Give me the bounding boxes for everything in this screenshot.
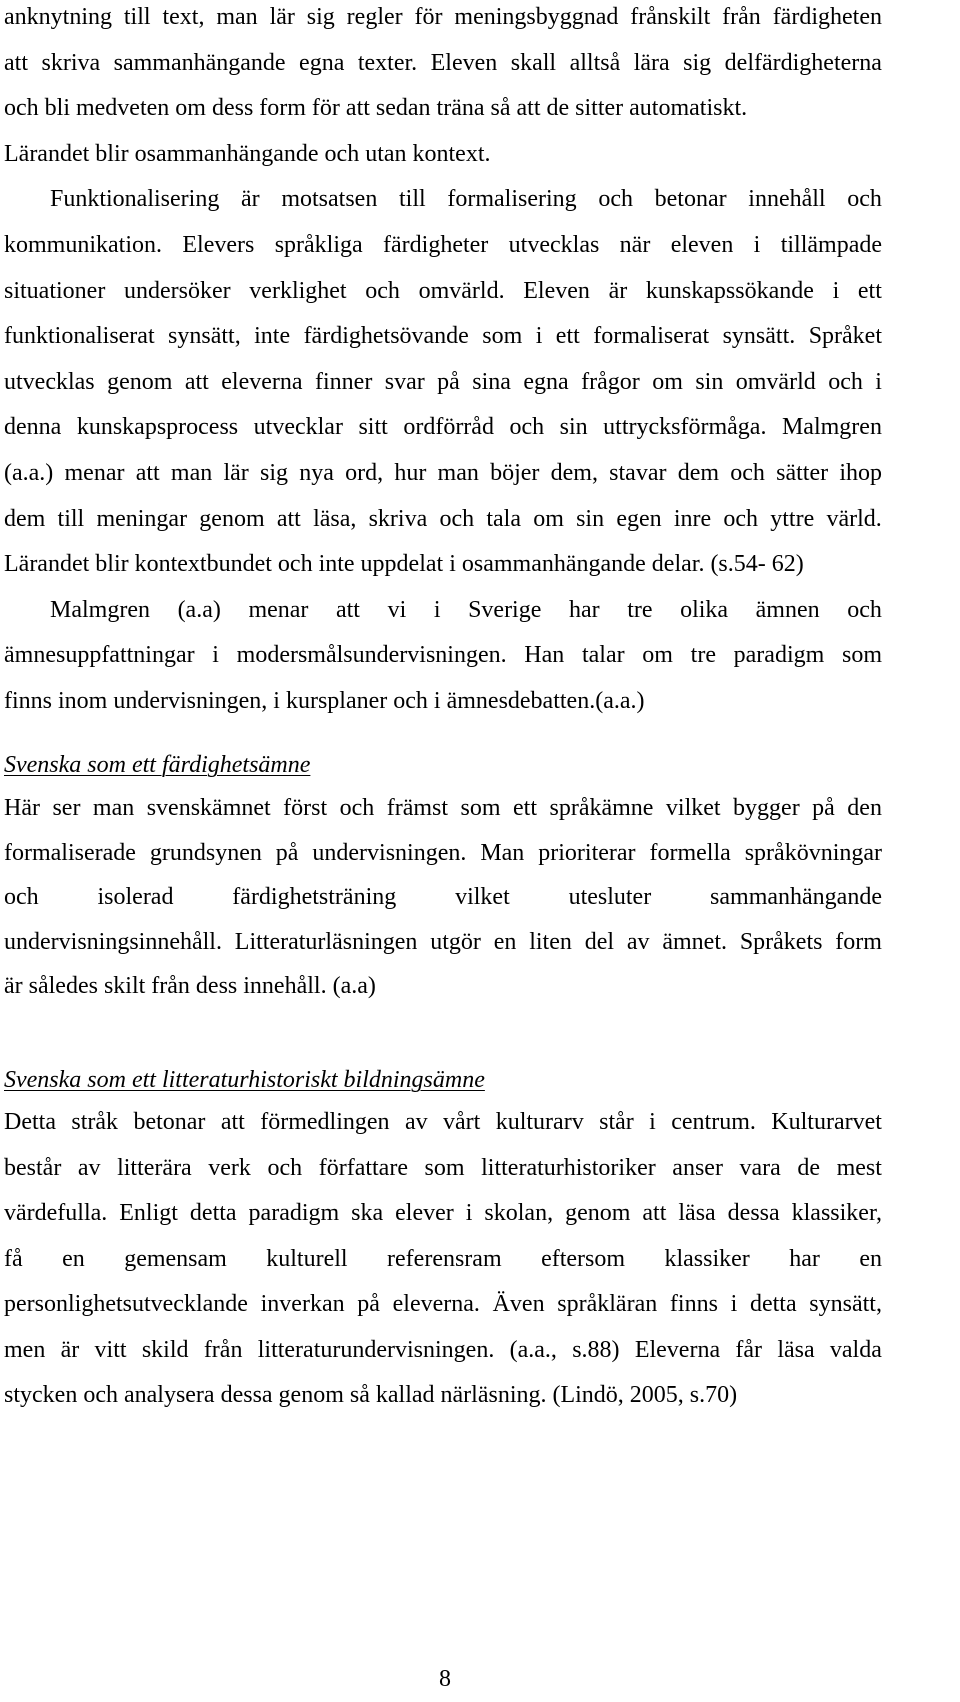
word: undervisningen. <box>312 839 467 866</box>
word: egna <box>299 49 345 76</box>
word: som <box>482 323 523 350</box>
word: stråk <box>71 1109 119 1135</box>
word: formalisering <box>447 186 577 213</box>
page-number: 8 <box>439 1666 451 1692</box>
word: från <box>722 4 761 30</box>
word: eleven <box>670 232 734 258</box>
word: litteraturundervisningen. <box>257 1336 495 1363</box>
word: på <box>437 368 460 395</box>
word: referensram <box>387 1245 502 1272</box>
word: gemensam <box>124 1245 227 1272</box>
word: sig <box>306 4 335 30</box>
word: utesluter <box>568 884 652 910</box>
line-text: stycken och analysera dessa genom så kallad närläsning. (Lindö, 2005, s.70) <box>4 1382 738 1408</box>
word: läsa <box>678 1200 716 1226</box>
word: färdighetsövande <box>303 323 469 350</box>
word: i <box>649 1109 656 1135</box>
word: ska <box>351 1200 384 1226</box>
word: verk <box>208 1154 251 1181</box>
word: man <box>170 460 213 486</box>
word: delfärdigheterna <box>724 49 882 76</box>
word: ett <box>513 795 538 821</box>
word: inverkan <box>260 1291 345 1317</box>
word: sig <box>683 49 712 76</box>
text-line <box>4 40 882 86</box>
word: består <box>4 1154 62 1181</box>
word: böjer <box>490 460 540 486</box>
word: anknytning <box>4 4 112 30</box>
word: (a.a.) <box>4 460 54 486</box>
word: inre <box>673 505 712 532</box>
word: som <box>841 642 882 669</box>
line-text: är således skilt från dess innehåll. (a.a) <box>4 973 376 999</box>
word: man <box>92 795 135 821</box>
word: är <box>608 277 628 304</box>
word: få <box>4 1245 23 1272</box>
word: vilket <box>665 795 721 821</box>
word: sammanhängande <box>710 884 882 910</box>
word: prioriterar <box>538 839 636 866</box>
word: stavar <box>609 460 667 486</box>
word: lära <box>633 49 670 76</box>
word: betonar <box>133 1109 206 1135</box>
word: klassiker, <box>791 1200 882 1226</box>
word: på <box>812 795 835 821</box>
word: av <box>77 1154 101 1181</box>
word: s.88) <box>572 1336 620 1363</box>
word: värld. <box>826 505 882 532</box>
word: ämnesuppfattningar <box>4 642 195 669</box>
line-text: Lärandet blir kontextbundet och inte uppdelat i osammanhängande delar. (s.54- 62) <box>4 551 804 578</box>
word: man <box>216 4 258 30</box>
line-text: Lärandet blir osammanhängande och utan kontext. <box>4 140 491 167</box>
word: inte <box>254 323 291 350</box>
word: får <box>735 1336 763 1363</box>
word: i <box>832 277 840 304</box>
text-line <box>4 1236 882 1282</box>
word: och <box>723 505 759 532</box>
word: man <box>437 460 479 486</box>
word: genom <box>107 368 173 395</box>
word: hur <box>394 460 427 486</box>
word: genom <box>565 1200 631 1226</box>
word: menar <box>248 596 309 623</box>
word: formaliserat <box>593 323 710 350</box>
word: om <box>642 642 673 669</box>
text-line <box>50 587 882 633</box>
word: Man <box>480 839 525 866</box>
word: färdigheter <box>383 232 489 258</box>
word: dem <box>677 460 720 486</box>
word: Han <box>524 642 565 669</box>
word: Språket <box>808 323 882 350</box>
word: för <box>414 4 443 30</box>
word: ihop <box>839 460 882 486</box>
word: ett <box>555 323 580 350</box>
word: till <box>399 186 426 213</box>
word: paradigm <box>733 642 825 669</box>
word: har <box>568 596 600 623</box>
word: är <box>60 1336 80 1363</box>
text-line <box>4 313 882 359</box>
word: tala <box>486 505 521 532</box>
word: och <box>730 460 765 486</box>
word: kulturell <box>266 1245 348 1272</box>
word: och <box>598 186 633 213</box>
word: ett <box>857 277 882 304</box>
word: står <box>599 1109 634 1135</box>
word: språkläran <box>557 1291 658 1317</box>
text-line <box>4 1281 882 1327</box>
word: som <box>424 1154 465 1181</box>
word: färdighetsträning <box>232 884 397 910</box>
word: av <box>626 928 650 955</box>
text-line <box>4 874 882 920</box>
word: olika <box>680 596 729 623</box>
word: kunskapsprocess <box>76 414 239 441</box>
word: förmedlingen <box>260 1109 390 1135</box>
word: isolerad <box>97 884 174 910</box>
word: läsa <box>777 1336 815 1363</box>
word: lär <box>269 4 295 30</box>
word: omvärld <box>735 368 816 395</box>
word: av <box>404 1109 428 1135</box>
word: kulturarv <box>495 1109 584 1135</box>
word: den <box>847 795 882 821</box>
text-line <box>4 85 882 131</box>
word: i <box>465 1200 473 1226</box>
word: om <box>652 368 683 395</box>
word: i <box>753 232 761 258</box>
word: betonar <box>654 186 727 213</box>
word: denna <box>4 414 62 441</box>
word: Funktionalisering <box>50 186 220 213</box>
word: sin <box>576 505 605 532</box>
word: sin <box>559 414 588 441</box>
word: i <box>730 1291 738 1317</box>
word: centrum. <box>671 1109 756 1135</box>
text-line <box>4 131 882 177</box>
word: detta <box>189 1200 237 1226</box>
word: skall <box>510 49 557 76</box>
word: anser <box>672 1154 723 1181</box>
word: i <box>535 323 543 350</box>
word: främst <box>386 795 449 821</box>
word: på <box>275 839 299 866</box>
word: Även <box>492 1291 545 1317</box>
word: språkämne <box>549 795 654 821</box>
word: en <box>62 1245 85 1272</box>
word: sina <box>472 368 511 395</box>
text-line <box>4 268 882 314</box>
word: på <box>357 1291 380 1317</box>
word: Eleven <box>430 49 498 76</box>
word: att <box>220 1109 245 1135</box>
word: situationer <box>4 277 106 304</box>
word: frågor <box>581 368 640 395</box>
text-line <box>4 1372 882 1418</box>
word: färdigheten <box>772 4 882 30</box>
text-line <box>50 176 882 222</box>
word: innehåll <box>748 186 826 213</box>
word: att <box>135 460 160 486</box>
word: som <box>460 795 501 821</box>
word: språkövningar <box>744 839 882 866</box>
text-line <box>4 830 882 876</box>
word: utvecklar <box>253 414 343 441</box>
word: i <box>875 368 882 395</box>
word: de <box>797 1154 821 1181</box>
word: synsätt. <box>722 323 796 350</box>
word: funktionaliserat <box>4 323 155 350</box>
word: Språkets <box>739 928 823 955</box>
word: text, <box>162 4 205 30</box>
word: litteraturhistoriker <box>481 1154 656 1181</box>
word: vi <box>387 596 407 623</box>
word: svar <box>384 368 425 395</box>
word: eftersom <box>541 1245 626 1272</box>
word: egna <box>523 368 569 395</box>
word: skild <box>141 1336 189 1363</box>
word: att <box>276 505 301 532</box>
word: ord, <box>345 460 384 486</box>
word: formaliserade <box>4 839 136 866</box>
word: att <box>335 596 360 623</box>
text-line <box>4 678 882 724</box>
word: men <box>4 1336 46 1363</box>
word: svenskämnet <box>146 795 271 821</box>
word: litterära <box>117 1154 192 1181</box>
text-line <box>4 1099 882 1145</box>
word: elever <box>395 1200 454 1226</box>
word: undervisningsinnehåll. <box>4 928 222 955</box>
word: (a.a., <box>509 1336 557 1363</box>
word: ämnen <box>755 596 820 623</box>
word: kunskapssökande <box>645 277 814 304</box>
word: lär <box>223 460 249 486</box>
word: vara <box>739 1154 781 1181</box>
word: kommunikation. <box>4 232 162 258</box>
word: liten <box>529 928 572 955</box>
word: skolan, <box>484 1200 554 1226</box>
word: och <box>439 505 475 532</box>
word: till <box>123 4 151 30</box>
text-line <box>4 963 882 1009</box>
word: Här <box>4 795 40 821</box>
text-line <box>4 1145 882 1191</box>
word: regler <box>346 4 403 30</box>
word: Enligt <box>119 1200 178 1226</box>
word: tre <box>627 596 653 623</box>
word: när <box>619 232 651 258</box>
word: och <box>847 186 882 213</box>
word: och <box>828 368 863 395</box>
word: finns <box>669 1291 718 1317</box>
word: Malmgren <box>781 414 882 441</box>
word: tre <box>690 642 716 669</box>
word: menar <box>64 460 125 486</box>
word: ordförråd <box>403 414 494 441</box>
word: detta <box>749 1291 797 1317</box>
word: först <box>283 795 328 821</box>
text-line <box>4 632 882 678</box>
word: sig <box>260 460 289 486</box>
word: en <box>859 1245 882 1272</box>
word: ämnet. <box>662 928 727 955</box>
word: undersöker <box>123 277 231 304</box>
word: skriva <box>368 505 428 532</box>
word: i <box>212 642 219 669</box>
word: och <box>267 1154 303 1181</box>
line-text: och bli medveten om dess form för att sedan träna så att de sitter automatiskt. <box>4 95 748 122</box>
word: värdefulla. <box>4 1200 108 1226</box>
word: verklighet <box>249 277 347 304</box>
word: synsätt, <box>809 1291 882 1317</box>
word: om <box>533 505 564 532</box>
word: Eleven <box>523 277 590 304</box>
word: och <box>847 596 882 623</box>
word: Eleverna <box>634 1336 721 1363</box>
word: klassiker <box>664 1245 750 1272</box>
word: meningar <box>96 505 188 532</box>
word: (a.a) <box>177 596 221 623</box>
word: Sverige <box>468 596 542 623</box>
text-line <box>4 1190 882 1236</box>
word: synsätt, <box>168 323 241 350</box>
word: utvecklas <box>4 368 95 395</box>
word: Litteraturläsningen <box>234 928 418 955</box>
word: bygger <box>733 795 800 821</box>
line-text: finns inom undervisningen, i kursplaner och i ämnesdebatten.(a.a.) <box>4 688 645 714</box>
text-line <box>4 541 882 587</box>
word: och <box>365 277 400 304</box>
word: formella <box>649 839 731 866</box>
section-heading-skills-subject: Svenska som ett färdighetsämne <box>4 752 311 778</box>
word: talar <box>581 642 625 669</box>
word: i <box>433 596 441 623</box>
text-line <box>4 404 882 450</box>
word: uttrycksförmåga. <box>603 414 767 441</box>
word: och <box>339 795 375 821</box>
text-line <box>4 785 882 831</box>
word: sammanhängande <box>113 49 286 76</box>
word: vilket <box>455 884 510 910</box>
text-line <box>4 450 882 496</box>
word: sitt <box>358 414 388 441</box>
word: nya <box>299 460 334 486</box>
word: sin <box>695 368 724 395</box>
word: motsatsen <box>281 186 378 213</box>
word: sätter <box>776 460 829 486</box>
word: meningsbyggnad <box>454 4 619 30</box>
word: språkliga <box>274 232 363 258</box>
word: till <box>57 505 85 532</box>
word: Malmgren <box>50 596 150 623</box>
word: valda <box>829 1336 882 1363</box>
word: skriva <box>41 49 101 76</box>
word: texter. <box>357 49 418 76</box>
word: frånskilt <box>630 4 711 30</box>
word: vårt <box>443 1109 481 1135</box>
text-line <box>4 919 882 965</box>
text-line <box>4 359 882 405</box>
word: har <box>789 1245 820 1272</box>
word: genom <box>199 505 265 532</box>
text-line <box>4 496 882 542</box>
word: mest <box>836 1154 882 1181</box>
word: utgör <box>430 928 481 955</box>
word: egen <box>616 505 662 532</box>
text-line <box>4 0 882 40</box>
word: grundsynen <box>149 839 262 866</box>
word: att <box>184 368 209 395</box>
word: finner <box>315 368 373 395</box>
word: och <box>509 414 545 441</box>
word: läsa, <box>313 505 357 532</box>
word: att <box>4 49 28 76</box>
word: dem <box>4 505 46 532</box>
word: Detta <box>4 1109 56 1135</box>
word: och <box>4 884 39 910</box>
word: yttre <box>770 505 815 532</box>
word: modersmålsundervisningen. <box>236 642 507 669</box>
word: eleverna <box>221 368 303 395</box>
word: vitt <box>94 1336 127 1363</box>
word: en <box>493 928 517 955</box>
word: personlighetsutvecklande <box>4 1291 248 1317</box>
word: del <box>584 928 615 955</box>
text-line <box>4 1327 882 1373</box>
text-line <box>4 222 882 268</box>
word: från <box>203 1336 243 1363</box>
word: Elevers <box>182 232 255 258</box>
word: tillämpade <box>780 232 882 258</box>
word: att <box>642 1200 667 1226</box>
word: form <box>835 928 882 955</box>
section-heading-literary-history-subject: Svenska som ett litteraturhistoriskt bildningsämne <box>4 1067 485 1093</box>
word: dessa <box>727 1200 780 1226</box>
word: utvecklas <box>508 232 600 258</box>
word: eleverna. <box>392 1291 480 1317</box>
word: alltså <box>569 49 621 76</box>
word: Kulturarvet <box>771 1109 882 1135</box>
word: paradigm <box>248 1200 340 1226</box>
word: ser <box>52 795 81 821</box>
word: är <box>241 186 260 213</box>
word: omvärld. <box>418 277 505 304</box>
word: dem, <box>550 460 598 486</box>
word: författare <box>318 1154 408 1181</box>
